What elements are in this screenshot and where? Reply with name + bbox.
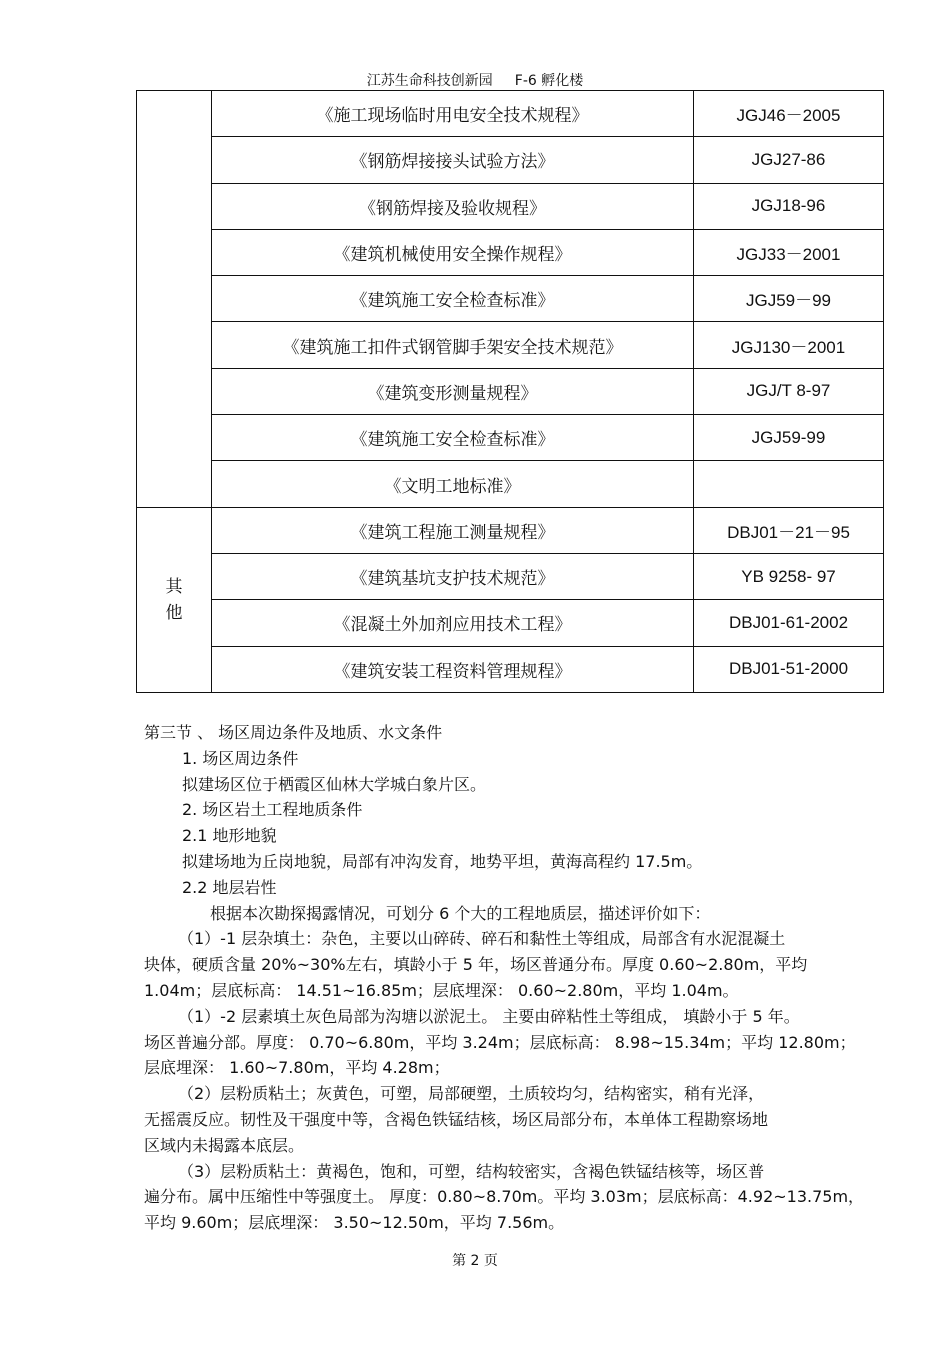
standard-name: 《钢筋焊接及验收规程》: [212, 183, 694, 229]
standard-name: 《钢筋焊接接头试验方法》: [212, 137, 694, 183]
category-cell: 其 他: [137, 507, 212, 692]
standard-code: DBJ01-61-2002: [694, 600, 884, 646]
subsection-heading: 2.1 地形地貌: [182, 826, 277, 846]
standard-code: YB 9258- 97: [694, 553, 884, 599]
paragraph-line: 遍分布。属中压缩性中等强度土。 厚度：0.80~8.70m。平均 3.03m；层底标高：4.92~13.75m，: [144, 1187, 865, 1207]
standard-row: [137, 507, 884, 553]
paragraph-line: （1）-2 层素填土灰色局部为沟塘以淤泥土。 主要由碎粘性土等组成， 填龄小于 5 年。: [178, 1006, 800, 1026]
paragraph-line: （2）层粉质粘土；灰黄色，可塑，局部硬塑，土质较均匀，结构密实，稍有光泽，: [178, 1084, 765, 1104]
standard-name: 《文明工地标准》: [212, 461, 694, 507]
standard-row: [137, 646, 884, 692]
paragraph-line: 平均 9.60m；层底埋深： 3.50~12.50m，平均 7.56m。: [144, 1213, 565, 1233]
header-building: F-6 孵化楼: [514, 73, 584, 89]
standard-code: DBJ01－21－95: [694, 507, 884, 553]
standard-row: [137, 600, 884, 646]
section-body: [144, 720, 894, 1236]
paragraph-line: 拟建场地为丘岗地貌，局部有冲沟发育，地势平坦，黄海高程约 17.5m。: [182, 851, 703, 871]
page-header: [0, 70, 950, 90]
standard-name: 《混凝土外加剂应用技术工程》: [212, 600, 694, 646]
standard-code: JGJ33－2001: [694, 229, 884, 275]
paragraph-line: 场区普遍分部。厚度： 0.70~6.80m，平均 3.24m；层底标高： 8.98~15.34m；平均 12.80m；: [144, 1032, 856, 1052]
standard-code: JGJ46－2005: [694, 91, 884, 137]
standards-table: [136, 90, 884, 693]
standard-name: 《建筑机械使用安全操作规程》: [212, 229, 694, 275]
standard-code: JGJ59-99: [694, 415, 884, 461]
standard-row: [137, 183, 884, 229]
subsection-heading: 2.2 地层岩性: [182, 877, 277, 897]
standard-code: JGJ/T 8-97: [694, 368, 884, 414]
subsection-heading: 2. 场区岩土工程地质条件: [182, 800, 363, 820]
category-cell: [137, 91, 212, 508]
paragraph-line: 根据本次勘探揭露情况，可划分 6 个大的工程地质层，描述评价如下：: [210, 903, 711, 923]
paragraph-line: 无摇震反应。韧性及干强度中等，含褐色铁锰结核，场区局部分布，本单体工程勘察场地: [144, 1109, 769, 1129]
standard-code: JGJ59－99: [694, 276, 884, 322]
standard-code: DBJ01-51-2000: [694, 646, 884, 692]
standard-code: [694, 461, 884, 507]
header-project: 江苏生命科技创新园: [366, 73, 493, 89]
standard-row: [137, 461, 884, 507]
standard-row: [137, 229, 884, 275]
standard-row: [137, 415, 884, 461]
section-title: 第三节 、 场区周边条件及地质、水文条件: [144, 723, 443, 742]
standard-code: JGJ18-96: [694, 183, 884, 229]
standard-row: [137, 276, 884, 322]
paragraph-line: 区域内未揭露本底层。: [144, 1135, 305, 1155]
standard-name: 《建筑变形测量规程》: [212, 368, 694, 414]
subsection-heading: 1. 场区周边条件: [182, 748, 299, 768]
paragraph-line: （3）层粉质粘土：黄褐色，饱和，可塑，结构较密实，含褐色铁锰结核等，场区普: [178, 1161, 765, 1181]
standard-row: [137, 322, 884, 368]
standard-row: [137, 91, 884, 137]
standard-row: [137, 553, 884, 599]
standard-name: 《建筑基坑支护技术规范》: [212, 553, 694, 599]
standard-row: [137, 368, 884, 414]
standard-row: [137, 137, 884, 183]
paragraph-line: 拟建场区位于栖霞区仙林大学城白象片区。: [182, 774, 487, 794]
standard-name: 《建筑施工安全检查标准》: [212, 415, 694, 461]
standard-name: 《建筑工程施工测量规程》: [212, 507, 694, 553]
standard-name: 《建筑施工扣件式钢管脚手架安全技术规范》: [212, 322, 694, 368]
standard-name: 《施工现场临时用电安全技术规程》: [212, 91, 694, 137]
standard-code: JGJ130－2001: [694, 322, 884, 368]
paragraph-line: 块体，硬质含量 20%~30%左右，填龄小于 5 年，场区普通分布。厚度 0.60~2.80m，平均: [144, 955, 808, 975]
paragraph-line: 层底埋深： 1.60~7.80m，平均 4.28m；: [144, 1058, 450, 1078]
standard-name: 《建筑安装工程资料管理规程》: [212, 646, 694, 692]
standard-code: JGJ27-86: [694, 137, 884, 183]
page-number: 第 2 页: [452, 1253, 498, 1269]
paragraph-line: （1）-1 层杂填土：杂色，主要以山碎砖、碎石和黏性土等组成，局部含有水泥混凝土: [178, 929, 786, 949]
paragraph-line: 1.04m；层底标高： 14.51~16.85m；层底埋深： 0.60~2.80m，平均 1.04m。: [144, 980, 739, 1000]
standard-name: 《建筑施工安全检查标准》: [212, 276, 694, 322]
